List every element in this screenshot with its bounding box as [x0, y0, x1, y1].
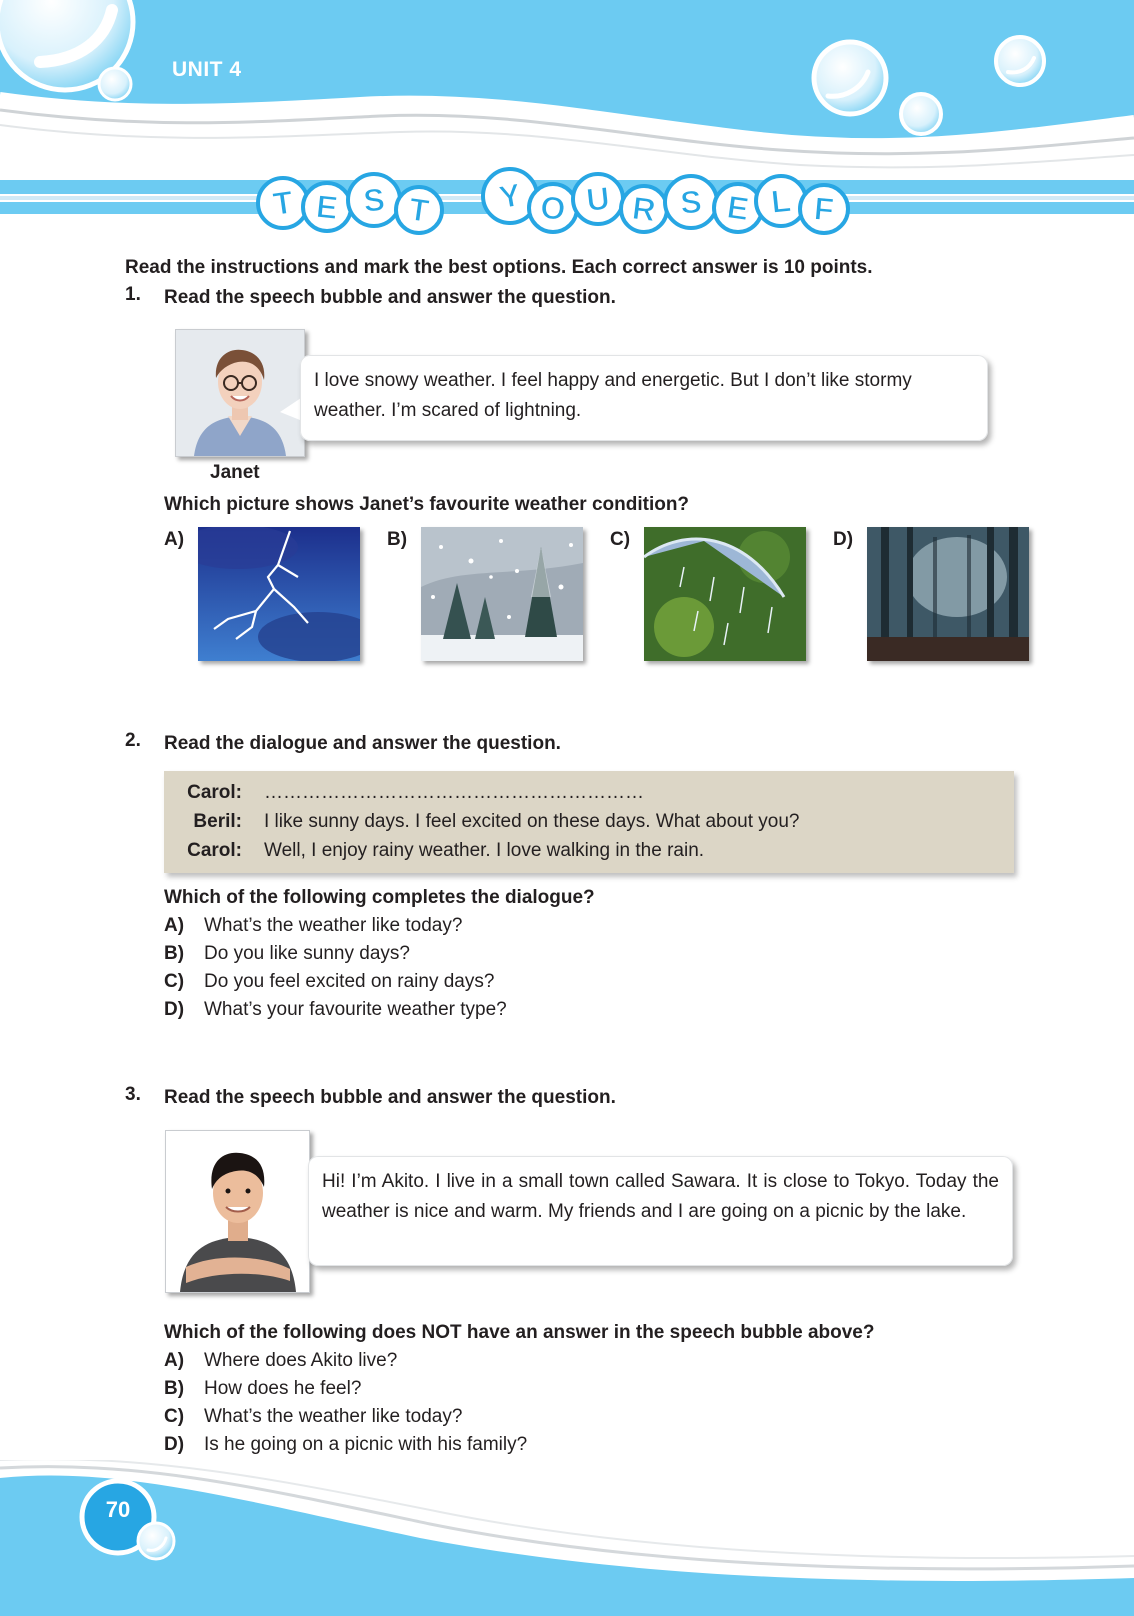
q3-choice-c[interactable] — [164, 1403, 462, 1431]
option-d-label[interactable]: D) — [833, 529, 854, 550]
title-letter-bubble — [573, 174, 623, 224]
lightning-icon — [198, 527, 360, 661]
unit-label: UNIT 4 — [172, 58, 242, 81]
choice-letter: D) — [164, 999, 185, 1020]
choice-letter: D) — [164, 1434, 185, 1455]
title-letter-bubble — [714, 184, 762, 232]
title-letter: L — [769, 182, 793, 220]
q3-choice-a[interactable] — [164, 1347, 397, 1375]
choice-letter: B) — [164, 943, 185, 964]
choice-text: What’s the weather like today? — [204, 915, 463, 936]
umbrella-rain-icon — [644, 527, 806, 661]
choice-text: Is he going on a picnic with his family? — [204, 1434, 528, 1455]
choice-text: What’s the weather like today? — [204, 1406, 463, 1427]
test-yourself-title — [0, 150, 1134, 260]
q2-choice-a[interactable] — [164, 912, 462, 940]
question-2-number: 2. — [125, 730, 141, 751]
foggy-forest-icon — [867, 527, 1029, 661]
question-1-number: 1. — [125, 284, 141, 305]
q2-choice-d[interactable] — [164, 996, 507, 1024]
title-letter-bubble — [529, 184, 577, 232]
choice-letter: A) — [164, 1350, 185, 1371]
janet-speech-bubble: I love snowy weather. I feel happy and energetic. But I don’t like stormy weather. I’m scared of lightning. — [300, 355, 988, 441]
title-letter-bubble — [800, 185, 848, 233]
title-letter-bubble — [756, 176, 806, 226]
title-letter: E — [724, 188, 752, 228]
choice-letter: A) — [164, 915, 185, 936]
dialogue-text: Well, I enjoy rainy weather. I love walking in the rain. — [264, 840, 705, 861]
q2-choice-b[interactable] — [164, 940, 410, 968]
title-letter: E — [314, 187, 340, 227]
title-letter-bubble — [303, 183, 351, 231]
option-b-snow-image[interactable] — [421, 527, 583, 661]
snowy-trees-icon — [421, 527, 583, 661]
option-c-label[interactable]: C) — [610, 529, 631, 550]
option-c-rain-image[interactable] — [644, 527, 806, 661]
dialogue-speaker: Carol: — [187, 840, 242, 861]
question-3-number: 3. — [125, 1084, 141, 1105]
title-letter: T — [406, 190, 432, 230]
choice-letter: C) — [164, 1406, 185, 1427]
question-3-prompt: Read the speech bubble and answer the question. — [164, 1087, 616, 1108]
option-a-label[interactable]: A) — [164, 529, 185, 550]
q3-choice-d[interactable] — [164, 1431, 527, 1459]
title-letter: Y — [496, 176, 524, 216]
q2-choice-c[interactable] — [164, 968, 494, 996]
title-letter: S — [679, 183, 703, 221]
choice-text: Do you like sunny days? — [204, 943, 410, 964]
question-1-prompt: Read the speech bubble and answer the question. — [164, 287, 616, 308]
title-letter: O — [539, 189, 567, 227]
dialogue-speaker: Beril: — [193, 811, 242, 832]
title-letter-bubble — [348, 174, 400, 226]
footer-wave — [0, 1460, 1134, 1616]
dialogue-blank: …………………………………………………… — [264, 782, 644, 803]
q3-choice-b[interactable] — [164, 1375, 361, 1403]
choice-text: How does he feel? — [204, 1378, 362, 1399]
akito-speech-bubble: Hi! I’m Akito. I live in a small town called Sawara. It is close to Tokyo. Today the weather is nice and warm. My friends and I are going on a picnic by the lake. — [308, 1156, 1013, 1266]
choice-text: Do you feel excited on rainy days? — [204, 971, 495, 992]
title-letter: T — [270, 183, 296, 223]
title-letter-bubble — [258, 178, 308, 228]
title-letter: U — [584, 179, 612, 219]
question-3-question: Which of the following does NOT have an answer in the speech bubble above? — [164, 1322, 875, 1343]
option-a-lightning-image[interactable] — [198, 527, 360, 661]
choice-text: Where does Akito live? — [204, 1350, 398, 1371]
title-letter: F — [812, 190, 836, 228]
title-letter-bubble — [621, 186, 667, 232]
choice-letter: C) — [164, 971, 185, 992]
dialogue-speaker: Carol: — [187, 782, 242, 803]
question-2-prompt: Read the dialogue and answer the question. — [164, 733, 561, 754]
choice-letter: B) — [164, 1378, 185, 1399]
option-d-fog-image[interactable] — [867, 527, 1029, 661]
choice-text: What’s your favourite weather type? — [204, 999, 507, 1020]
question-1-question: Which picture shows Janet’s favourite weather condition? — [164, 494, 690, 515]
title-letter: S — [361, 181, 387, 219]
dialogue-box — [164, 771, 1014, 873]
option-b-label[interactable]: B) — [387, 529, 408, 550]
janet-name-label: Janet — [210, 462, 260, 483]
question-2-question: Which of the following completes the dialogue? — [164, 887, 595, 908]
instructions: Read the instructions and mark the best options. Each correct answer is 10 points. — [125, 257, 873, 278]
title-letter-bubble — [396, 187, 442, 233]
page-number: 70 — [105, 1497, 131, 1522]
dialogue-text: I like sunny days. I feel excited on these days. What about you? — [264, 811, 800, 832]
title-letter-bubble — [665, 176, 717, 228]
title-letter: R — [630, 189, 658, 229]
